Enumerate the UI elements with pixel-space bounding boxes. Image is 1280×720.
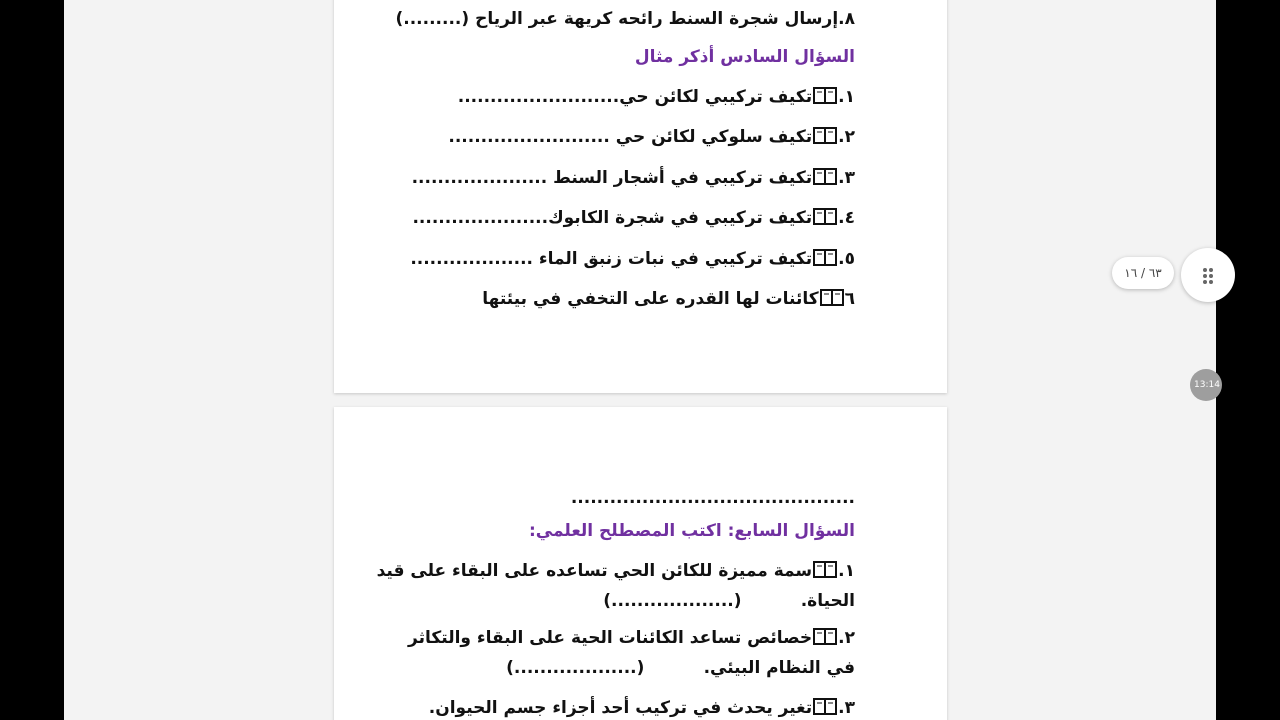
list-item-continuation [506,657,855,679]
book-icon [813,207,837,226]
book-icon [813,167,837,186]
item-text: كائنات لها القدره على التخفي في بيئتها [482,289,819,309]
document-page-1 [334,0,947,393]
question-line-8 [395,8,855,30]
item-number: ٣. [838,698,855,718]
book-icon [813,126,837,145]
item-text: تكيف تركيبي لكائن حي......................... [457,87,813,107]
list-item [458,86,855,108]
document-viewer[interactable] [64,0,1216,720]
book-icon [813,627,837,646]
item-text: تكيف تركيبي في أشجار السنط ..................... [411,168,813,188]
time-badge-text: 13:14 [1194,380,1220,390]
list-item [410,248,855,270]
item-text: تكيف سلوكي لكائن حي ......................... [448,127,813,147]
line-text: ٨.إرسال شجرة السنط رائحه كريهة عبر الرياح (.........) [395,9,855,29]
item-number: ٦ [844,289,855,309]
section-heading-7 [529,520,855,542]
answer-dots-line [571,487,855,509]
item-number: ٥. [838,249,855,269]
item-number: ٣. [838,168,855,188]
item-text: خصائص تساعد الكائنات الحية على البقاء والتكاثر [408,628,813,648]
item-text: سمة مميزة للكائن الحي تساعده على البقاء على قيد [376,561,813,581]
list-item [377,560,855,582]
list-item-continuation [603,590,855,612]
item-text: تكيف تركيبي في شجرة الكابوك..................... [412,208,813,228]
book-icon [813,560,837,579]
heading-text: السؤال السادس أذكر مثال [634,47,855,67]
list-item [448,126,855,148]
item-number: ٢. [838,628,855,648]
item-text: تكيف تركيبي في نبات زنبق الماء ................... [410,249,813,269]
list-item [412,167,855,189]
item-number: ١. [838,87,855,107]
list-item [429,697,855,719]
page-counter [1112,257,1174,289]
item-text: الحياة. (...................) [603,591,855,611]
section-heading-6 [635,46,855,68]
heading-text: السؤال السابع: اكتب المصطلح العلمي: [528,521,855,541]
grid-view-button[interactable] [1181,248,1235,302]
book-icon [813,86,837,105]
line-text: ............................................ [570,488,855,508]
time-badge[interactable] [1190,369,1222,401]
item-text: في النظام البيئي. (...................) [506,658,855,678]
list-item [482,288,855,310]
book-icon [820,288,844,307]
book-icon [813,248,837,267]
document-page-2 [334,407,947,720]
right-black-bar [1216,0,1280,720]
item-number: ١. [838,561,855,581]
page-counter-text: ٦٣ / ١٦ [1124,266,1162,280]
item-number: ٢. [838,127,855,147]
item-text: تغير يحدث في تركيب أحد أجزاء جسم الحيوان. [428,698,813,718]
list-item [412,207,855,229]
list-item [408,627,855,649]
book-icon [813,697,837,716]
item-number: ٤. [838,208,855,228]
